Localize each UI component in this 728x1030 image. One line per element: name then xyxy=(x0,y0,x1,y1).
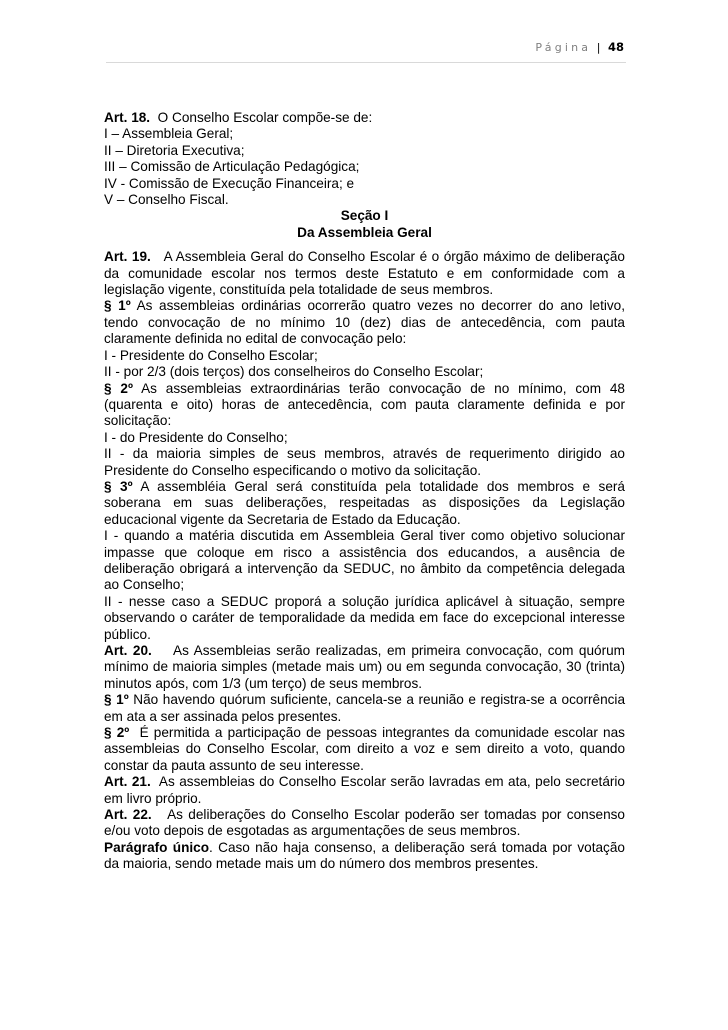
article-number: Art. 19. xyxy=(104,249,151,265)
list-item: II - da maioria simples de seus membros, através de requerimento dirigido ao Presidente do Conselho especificando o motivo da solicitação. xyxy=(104,446,625,478)
art19-paragraph xyxy=(104,249,625,298)
paragraph-text: As assembleias extraordinárias terão convocação de no mínimo, com 48 (quarenta e oito) horas de antecedência, com pauta claramente definida e por solicitação: xyxy=(104,380,625,429)
art22-sole-paragraph xyxy=(104,840,625,873)
article-text: A Assembleia Geral do Conselho Escolar é o órgão máximo de deliberação da comunidade escolar nos termos deste Estatuto e em conformidade com a legislação vigente, constituída pela totalidade de seus membros. xyxy=(104,249,625,298)
list-item: II – Diretoria Executiva; xyxy=(104,142,245,158)
page-number: 48 xyxy=(607,40,624,54)
list-item: II - por 2/3 (dois terços) dos conselheiros do Conselho Escolar; xyxy=(104,364,484,380)
paragraph-label: § 1º xyxy=(104,298,131,314)
paragraph-label: § 2º xyxy=(104,380,133,396)
art22-paragraph xyxy=(104,807,625,840)
section-subtitle: Da Assembleia Geral xyxy=(297,224,432,240)
list-item: I - quando a matéria discutida em Assembleia Geral tiver como objetivo solucionar impasse que coloque em risco a assistência dos educandos, a ausência de deliberação obrigará a intervenção da SEDUC, no âmbito da competência delegada ao Conselho; xyxy=(104,528,625,593)
article-number: Art. 21. xyxy=(104,774,151,790)
header-rule xyxy=(106,62,626,63)
document-body xyxy=(104,110,625,873)
art20-par2 xyxy=(104,725,625,774)
header-separator: | xyxy=(596,41,601,54)
paragraph-text: É permitida a participação de pessoas integrantes da comunidade escolar nas assembleias do Conselho Escolar, com direito a voz e sem direito a voto, quando constar da pauta assunto de seu interesse. xyxy=(104,725,625,773)
list-item: V – Conselho Fiscal. xyxy=(104,192,229,208)
art20-par1 xyxy=(104,692,625,725)
article-text: As Assembleias serão realizadas, em primeira convocação, com quórum mínimo de maioria simples (metade mais um) ou em segunda convocação, 30 (trinta) minutos após, com 1/3 (um terço) de seus membros. xyxy=(104,643,625,691)
section-title: Seção I xyxy=(340,208,389,224)
paragraph-text: Não havendo quórum suficiente, cancela-se a reunião e registra-se a ocorrência em ata a ser assinada pelos presentes. xyxy=(104,692,626,724)
list-item: II - nesse caso a SEDUC proporá a solução jurídica aplicável à situação, sempre observando o caráter de temporalidade da medida em face do excepcional interesse público. xyxy=(104,593,625,642)
article-text: As deliberações do Conselho Escolar poderão ser tomadas por consenso e/ou voto depois de esgotadas as argumentações de seus membros. xyxy=(104,807,625,839)
paragraph-label: Parágrafo único xyxy=(104,839,210,855)
list-item: I - Presidente do Conselho Escolar; xyxy=(104,347,318,363)
paragraph-label: § 3º xyxy=(104,478,133,494)
paragraph-text: . Caso não haja consenso, a deliberação será tomada por votação da maioria, sendo metade mais um do número dos membros presentes. xyxy=(104,839,625,872)
art19-par2 xyxy=(104,381,625,430)
art19-par1 xyxy=(104,298,625,347)
article-text: As assembleias do Conselho Escolar serão lavradas em ata, pelo secretário em livro próprio. xyxy=(104,774,625,806)
paragraph-label: § 1º xyxy=(104,692,129,708)
article-number: Art. 20. xyxy=(104,643,152,658)
page-header xyxy=(0,40,624,54)
list-item: III – Comissão de Articulação Pedagógica; xyxy=(104,159,360,175)
spacer xyxy=(104,241,625,249)
article-number: Art. 18. xyxy=(104,110,151,125)
paragraph-label: § 2º xyxy=(104,725,130,741)
page-label: Página xyxy=(535,41,592,54)
list-item: IV - Comissão de Execução Financeira; e xyxy=(104,175,355,191)
article-text: O Conselho Escolar compõe-se de: xyxy=(157,110,373,125)
art19-par3 xyxy=(104,479,625,528)
art21-paragraph xyxy=(104,774,625,807)
paragraph-text: As assembleias ordinárias ocorrerão quatro vezes no decorrer do ano letivo, tendo convocação de no mínimo 10 (dez) dias de antecedência, com pauta claramente definida no edital de convocação pelo: xyxy=(104,298,625,347)
list-item: I – Assembleia Geral; xyxy=(104,126,234,142)
paragraph-text: A assembléia Geral será constituída pela totalidade dos membros e será soberana em suas deliberações, respeitadas as disposições da Legislação educacional vigente da Secretaria de Estado da Educação. xyxy=(104,478,625,527)
art20-paragraph xyxy=(104,643,625,692)
article-number: Art. 22. xyxy=(104,807,152,823)
list-item: I - do Presidente do Conselho; xyxy=(104,429,288,445)
art18-heading xyxy=(104,110,625,126)
